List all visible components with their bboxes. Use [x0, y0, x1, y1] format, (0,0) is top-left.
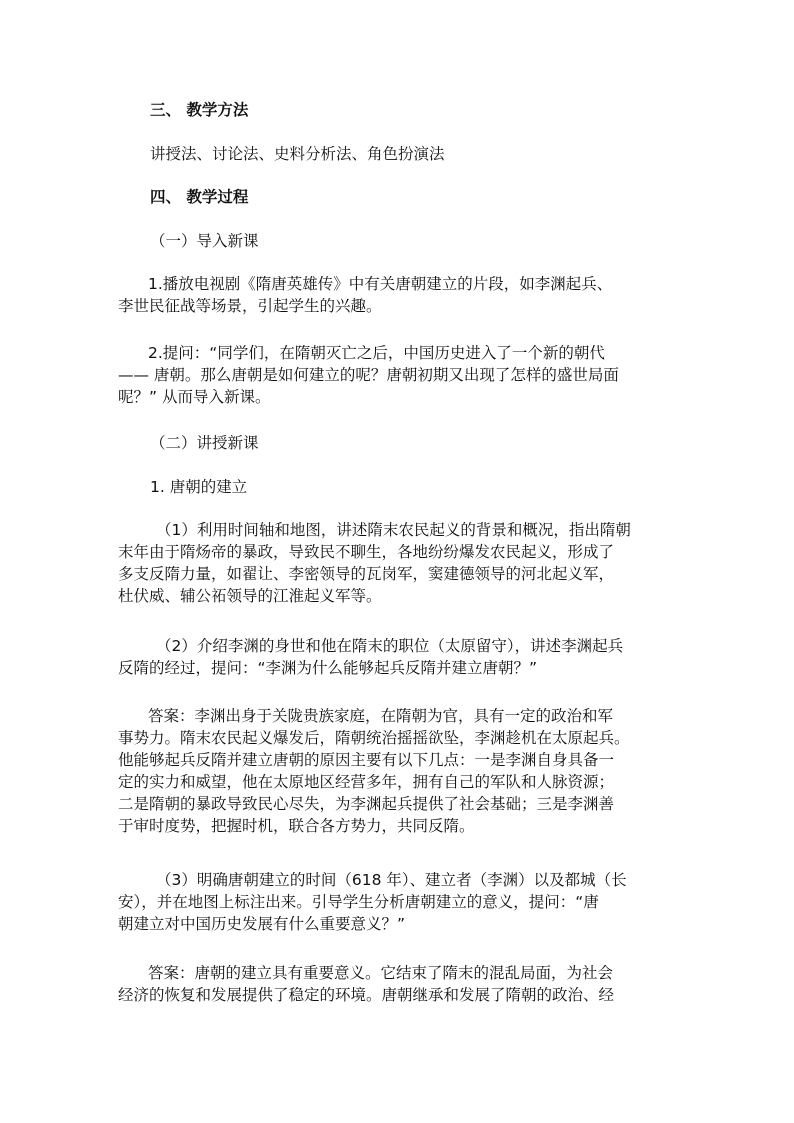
paragraph-line: 答案：李渊出身于关陇贵族家庭，在隋朝为官，具有一定的政治和军 — [148, 707, 614, 725]
paragraph-line: 李世民征战等场景，引起学生的兴趣。 — [118, 297, 382, 315]
paragraph-4 — [118, 635, 680, 679]
paragraph-2 — [118, 342, 680, 408]
heading-text: 1. 唐朝的建立 — [150, 478, 248, 496]
paragraph-line: （3）明确唐朝建立的时间（618 年）、建立者（李渊）以及都城（长 — [156, 871, 627, 889]
teaching-methods-text — [150, 143, 712, 165]
section-heading-teaching-process — [150, 186, 712, 208]
paragraph-line: 末年由于隋炀帝的暴政，导致民不聊生，各地纷纷爆发农民起义，形成了 — [118, 543, 615, 561]
paragraph-line: 于审时度势，把握时机，联合各方势力，共同反隋。 — [118, 817, 475, 835]
heading-text: 三、 教学方法 — [150, 101, 249, 119]
paragraph-line: 2.提问：“同学们，在隋朝灭亡之后，中国历史进入了一个新的朝代 — [148, 344, 605, 362]
paragraph-line: （2）介绍李渊的身世和他在隋末的职位（太原留守），讲述李渊起兵 — [156, 637, 624, 655]
topic-heading-tang-founding — [150, 476, 712, 498]
heading-text: （二）讲授新课 — [150, 434, 259, 452]
paragraph-line: 讲授法、讨论法、史料分析法、角色扮演法 — [150, 145, 445, 163]
paragraph-line: 二是隋朝的暴政导致民心尽失，为李渊起兵提供了社会基础；三是李渊善 — [118, 795, 615, 813]
heading-text: 四、 教学过程 — [150, 188, 249, 206]
paragraph-line: 安），并在地图上标注出来。引导学生分析唐朝建立的意义，提问：“唐 — [118, 893, 599, 911]
paragraph-line: 杜伏威、辅公祏领导的江淮起义军等。 — [118, 587, 382, 605]
paragraph-6 — [118, 869, 680, 935]
paragraph-line: 呢？” 从而导入新课。 — [118, 388, 271, 406]
paragraph-line: 多支反隋力量，如翟让、李密领导的瓦岗军，窦建德领导的河北起义军， — [118, 565, 615, 583]
heading-text: （一）导入新课 — [150, 232, 259, 250]
paragraph-line: 定的实力和威望，他在太原地区经营多年，拥有自己的军队和人脉资源； — [118, 773, 615, 791]
section-heading-teaching-methods — [150, 99, 712, 121]
paragraph-3 — [118, 519, 680, 607]
subsection-heading-lecture — [150, 432, 712, 454]
paragraph-line: 他能够起兵反隋并建立唐朝的原因主要有以下几点：一是李渊自身具备一 — [118, 751, 615, 769]
paragraph-line: —— 唐朝。那么唐朝是如何建立的呢？唐朝初期又出现了怎样的盛世局面 — [118, 366, 619, 384]
paragraph-line: 反隋的经过，提问：“李渊为什么能够起兵反隋并建立唐朝？” — [118, 659, 538, 677]
paragraph-line: 事势力。隋末农民起义爆发后，隋朝统治摇摇欲坠，李渊趁机在太原起兵。 — [118, 729, 630, 747]
paragraph-5-answer — [118, 705, 680, 837]
paragraph-line: 朝建立对中国历史发展有什么重要意义？” — [118, 915, 406, 933]
paragraph-line: （1）利用时间轴和地图，讲述隋末农民起义的背景和概况，指出隋朝 — [156, 521, 631, 539]
paragraph-line: 答案：唐朝的建立具有重要意义。它结束了隋末的混乱局面，为社会 — [148, 964, 614, 982]
paragraph-1 — [118, 273, 680, 317]
paragraph-line: 1.播放电视剧《隋唐英雄传》中有关唐朝建立的片段，如李渊起兵、 — [148, 275, 613, 293]
paragraph-line: 经济的恢复和发展提供了稳定的环境。唐朝继承和发展了隋朝的政治、经 — [118, 986, 615, 1004]
subsection-heading-intro — [150, 230, 712, 252]
paragraph-7-answer — [118, 962, 680, 1006]
